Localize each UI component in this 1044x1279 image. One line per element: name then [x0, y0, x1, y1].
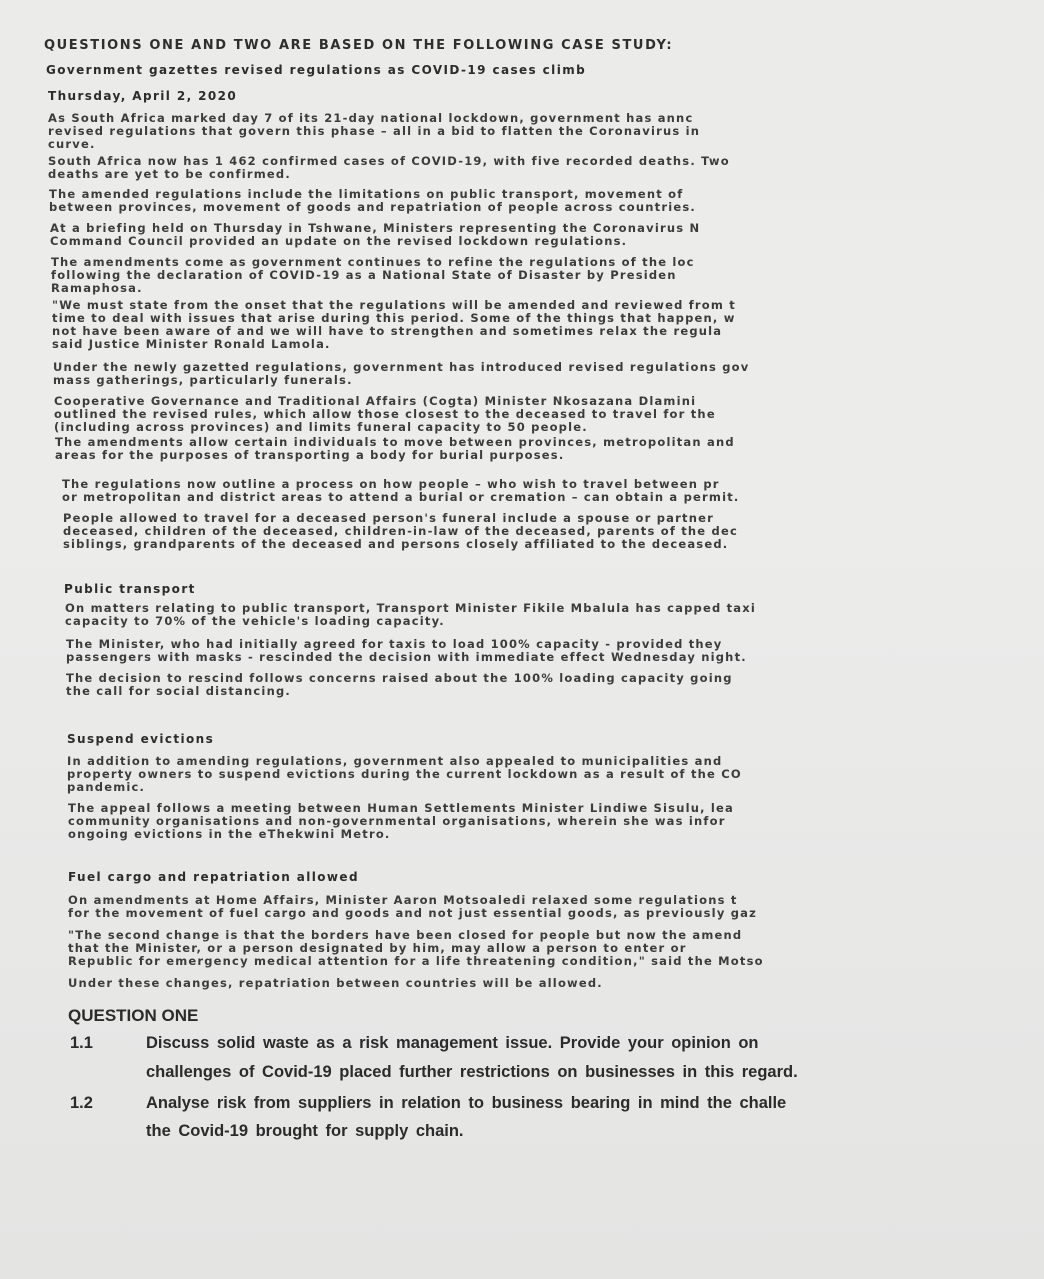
body-line: South Africa now has 1 462 confirmed cases of COVID-19, with five recorded deaths. Two [48, 155, 730, 168]
article-headline: Government gazettes revised regulations as COVID-19 cases climb [46, 63, 587, 77]
body-line: Command Council provided an update on the revised lockdown regulations. [50, 235, 628, 248]
body-line: property owners to suspend evictions during the current lockdown as a result of the CO [67, 768, 742, 781]
question-text: challenges of Covid-19 placed further restrictions on businesses in this regard. [146, 1063, 798, 1081]
body-line: Cooperative Governance and Traditional Affairs (Cogta) Minister Nkosazana Dlamini [54, 395, 697, 408]
section-heading-suspend-evictions: Suspend evictions [67, 732, 215, 746]
article-date: Thursday, April 2, 2020 [48, 89, 238, 103]
body-line: ongoing evictions in the eThekwini Metro. [68, 828, 391, 841]
body-line: The appeal follows a meeting between Human Settlements Minister Lindiwe Sisulu, lea [68, 802, 735, 815]
body-line: The decision to rescind follows concerns raised about the 100% loading capacity going [66, 672, 733, 685]
body-line: deceased, children of the deceased, children-in-law of the deceased, parents of the dec [63, 525, 738, 538]
question-number: 1.2 [70, 1094, 93, 1112]
body-line: deaths are yet to be confirmed. [48, 168, 291, 181]
case-study-heading: QUESTIONS ONE AND TWO ARE BASED ON THE FOLLOWING CASE STUDY: [44, 38, 674, 53]
body-line: At a briefing held on Thursday in Tshwane, Ministers representing the Coronavirus N [50, 222, 701, 235]
body-line: On matters relating to public transport, Transport Minister Fikile Mbalula has capped taxi [65, 602, 757, 615]
body-line: siblings, grandparents of the deceased and persons closely affiliated to the deceased. [63, 538, 729, 551]
question-text: Discuss solid waste as a risk management issue. Provide your opinion on [146, 1034, 759, 1052]
body-line: In addition to amending regulations, government also appealed to municipalities and [67, 755, 723, 768]
body-line: The amended regulations include the limitations on public transport, movement of [49, 188, 684, 201]
body-line: mass gatherings, particularly funerals. [53, 374, 353, 387]
body-line: said Justice Minister Ronald Lamola. [52, 338, 331, 351]
body-line: (including across provinces) and limits funeral capacity to 50 people. [54, 421, 588, 434]
body-line: The amendments allow certain individuals to move between provinces, metropolitan and [55, 436, 735, 449]
body-line: time to deal with issues that arise during this period. Some of the things that happen, w [52, 312, 736, 325]
body-line: pandemic. [67, 781, 146, 794]
body-line: community organisations and non-governmental organisations, wherein she was infor [68, 815, 726, 828]
body-line: capacity to 70% of the vehicle's loading capacity. [65, 615, 445, 628]
question-text: Analyse risk from suppliers in relation to business bearing in mind the challe [146, 1094, 787, 1112]
body-line: "We must state from the onset that the regulations will be amended and reviewed from t [52, 299, 736, 312]
body-line: Under the newly gazetted regulations, government has introduced revised regulations gov [53, 361, 750, 374]
body-line: Under these changes, repatriation between countries will be allowed. [68, 977, 603, 990]
body-line: for the movement of fuel cargo and goods and not just essential goods, as previously gaz [68, 907, 758, 920]
body-line: revised regulations that govern this phase – all in a bid to flatten the Coronavirus in [48, 125, 701, 138]
body-line: outlined the revised rules, which allow those closest to the deceased to travel for the [54, 408, 716, 421]
body-line: The amendments come as government continues to refine the regulations of the loc [51, 256, 695, 269]
body-line: that the Minister, or a person designated by him, may allow a person to enter or [68, 942, 687, 955]
section-heading-fuel-cargo: Fuel cargo and repatriation allowed [68, 870, 359, 884]
body-line: People allowed to travel for a deceased person's funeral include a spouse or partner [63, 512, 714, 525]
body-line: curve. [48, 138, 96, 151]
body-line: areas for the purposes of transporting a body for burial purposes. [55, 449, 565, 462]
body-line: not have been aware of and we will have to strengthen and sometimes relax the regula [52, 325, 723, 338]
body-line: The regulations now outline a process on how people – who wish to travel between pr [62, 478, 720, 491]
body-line: "The second change is that the borders have been closed for people but now the amend [68, 929, 743, 942]
body-line: following the declaration of COVID-19 as a National State of Disaster by Presiden [51, 269, 677, 282]
question-text: the Covid-19 brought for supply chain. [146, 1122, 464, 1140]
body-line: the call for social distancing. [66, 685, 291, 698]
body-line: The Minister, who had initially agreed for taxis to load 100% capacity - provided they [66, 638, 723, 651]
question-number: 1.1 [70, 1034, 93, 1052]
body-line: On amendments at Home Affairs, Minister Aaron Motsoaledi relaxed some regulations t [68, 894, 738, 907]
body-line: or metropolitan and district areas to attend a burial or cremation – can obtain a permit. [62, 491, 740, 504]
body-line: Ramaphosa. [51, 282, 143, 295]
body-line: between provinces, movement of goods and repatriation of people across countries. [49, 201, 696, 214]
body-line: As South Africa marked day 7 of its 21-day national lockdown, government has annc [48, 112, 694, 125]
body-line: Republic for emergency medical attention for a life threatening condition," said the Motso [68, 955, 764, 968]
body-line: passengers with masks - rescinded the decision with immediate effect Wednesday night. [66, 651, 747, 664]
question-one-title: QUESTION ONE [68, 1006, 199, 1025]
section-heading-public-transport: Public transport [64, 582, 196, 596]
